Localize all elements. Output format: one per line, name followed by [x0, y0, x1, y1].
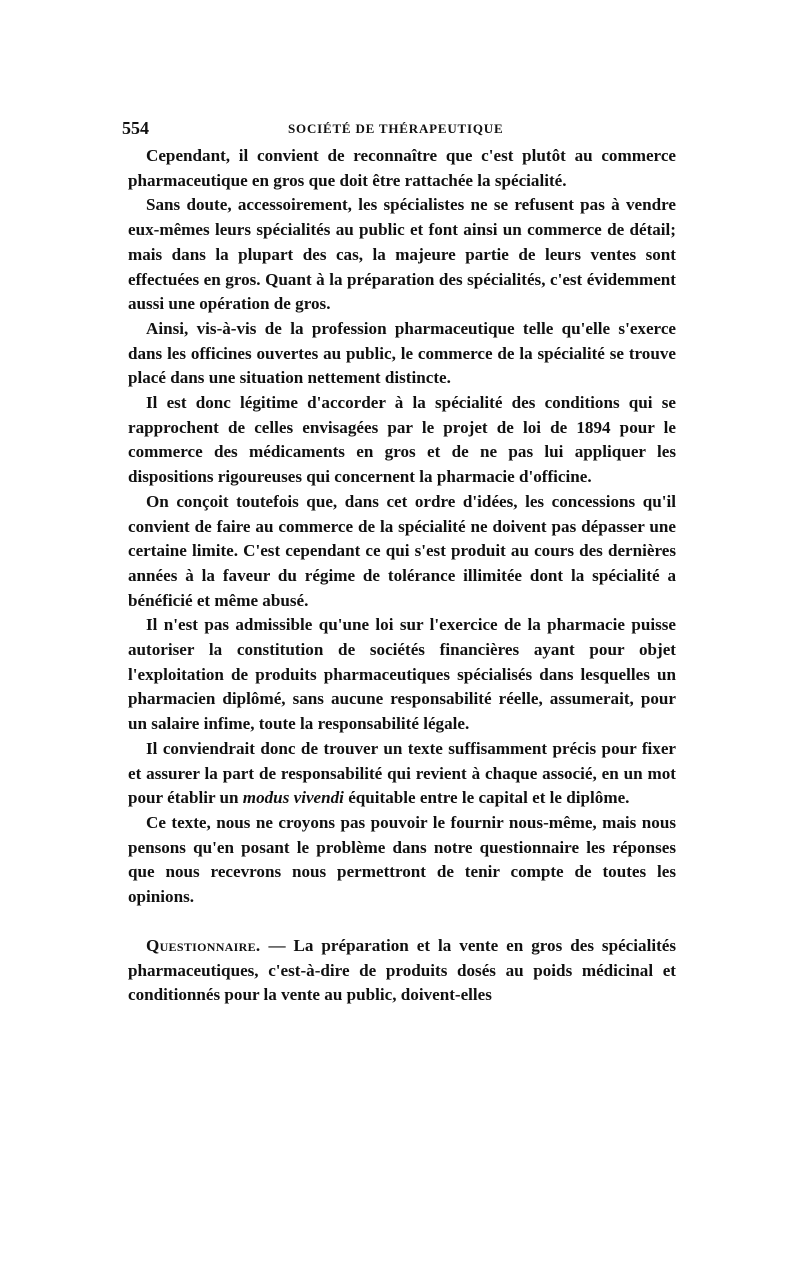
- paragraph-modus-vivendi: [128, 737, 676, 811]
- questionnaire-label: Questionnaire.: [146, 935, 261, 955]
- paragraph: Ce texte, nous ne croyons pas pouvoir le fournir nous-même, mais nous pensons qu'en posant le problème dans notre questionnaire les réponses que nous recevrons nous permettront de tenir compte de toutes les opinions.: [128, 812, 676, 907]
- questionnaire-paragraph: [128, 934, 676, 1008]
- body-text: [128, 144, 676, 1008]
- italic-phrase: modus vivendi: [242, 788, 344, 808]
- paragraph: On conçoit toutefois que, dans cet ordre d'idées, les concessions qu'il convient de faire au commerce de la spécialité ne doivent pas dépasser une certaine limite. C'est cependant ce qui s'est produit au cours des dernières années à la faveur du régime de tolérance illimitée dont la spécialité a bénéficié et même abusé.: [128, 491, 676, 610]
- paragraph: Sans doute, accessoirement, les spécialistes ne se refusent pas à vendre eux-mêmes leurs spécialités au public et font ainsi un commerce de détail; mais dans la plupart des cas, la majeure partie de leurs ventes sont effectuées en gros. Quant à la préparation des spécialités, c'est évidemment aussi une opération de gros.: [128, 195, 676, 314]
- paragraph: Il est donc légitime d'accorder à la spécialité des conditions qui se rapprochent de celles envisagées par le projet de loi de 1894 pour le commerce des médicaments en gros et de ne pas lui appliquer les dispositions rigoureuses qui concernent la pharmacie d'officine.: [128, 393, 676, 487]
- paragraph-text: Il conviendrait donc de trouver un texte suffisamment précis pour fixer et assurer la part de responsabilité qui revient à chaque associé, en un mot pour établir un: [128, 738, 676, 808]
- section-gap: [128, 910, 676, 934]
- page-number: 554: [122, 118, 149, 138]
- running-head: [122, 118, 676, 144]
- questionnaire-text: — La préparation et la vente en gros des spécialités pharmaceutiques, c'est-à-dire de produits dosés au poids médicinal et conditionnés pour la vente au public, doivent-elles: [128, 935, 676, 1005]
- journal-title: SOCIÉTÉ DE THÉRAPEUTIQUE: [288, 121, 504, 136]
- book-page: [122, 118, 676, 1008]
- paragraph-text: équitable entre le capital et le diplôme.: [343, 788, 630, 808]
- paragraph: Il n'est pas admissible qu'une loi sur l'exercice de la pharmacie puisse autoriser la constitution de sociétés financières ayant pour objet l'exploitation de produits pharmaceutiques spécialisés dans lesquelles un pharmacien diplômé, sans aucune responsabilité réelle, assumerait, pour un salaire infime, toute la responsabilité légale.: [128, 615, 676, 734]
- paragraph: Ainsi, vis-à-vis de la profession pharmaceutique telle qu'elle s'exerce dans les officines ouvertes au public, le commerce de la spécialité se trouve placé dans une situation nettement distincte.: [128, 318, 676, 388]
- paragraph: Cependant, il convient de reconnaître que c'est plutôt au commerce pharmaceutique en gros que doit être rattachée la spécialité.: [128, 146, 676, 190]
